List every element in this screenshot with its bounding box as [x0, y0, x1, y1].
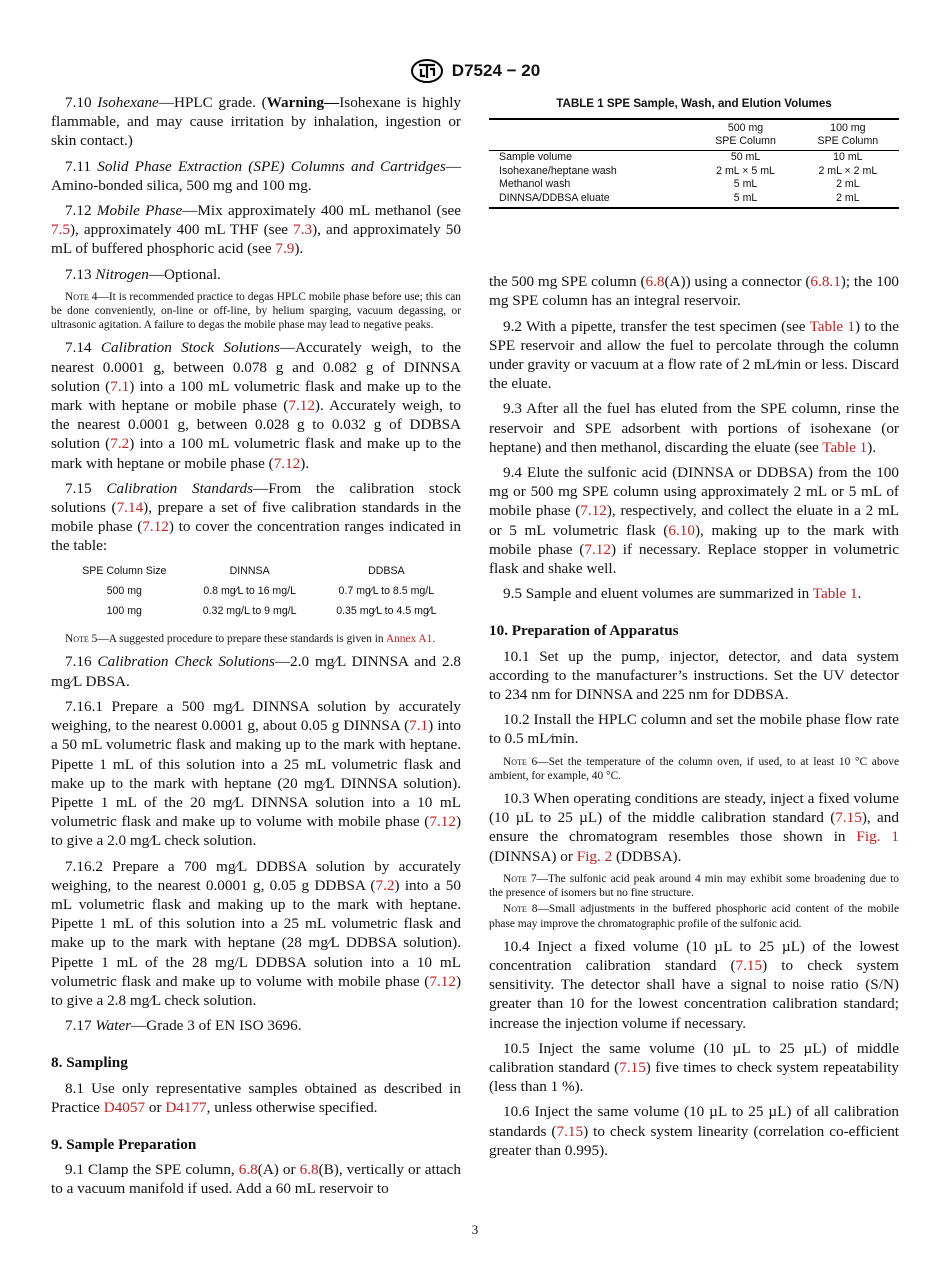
ref-link[interactable]: 7.12: [584, 540, 611, 558]
table-cell: 0.8 mg⁄L to 16 mg/L: [203, 584, 296, 597]
para-10-3: 10.3 When operating conditions are steady, inject a fixed volume (10 µL to 25 µL) of the middle calibration standard (7.15), and ensure the chromatogram resembles those shown in Fig. 1 (DINNSA) or Fig. 2 (DDBSA).: [489, 790, 899, 865]
table-row: [489, 151, 899, 165]
ref-link[interactable]: D4177: [165, 1098, 207, 1116]
ref-link[interactable]: 7.12: [273, 454, 301, 472]
table-row: [489, 192, 899, 209]
para-9-1: 9.1 Clamp the SPE column, 6.8(A) or 6.8(B), vertically or attach to a vacuum manifold if used. Add a 60 mL reservoir to: [51, 1161, 462, 1198]
spacer: [489, 209, 899, 272]
note-7: Note 7—The sulfonic acid peak around 4 min may exhibit some broadening due to the presence of isomers but no fine structure.: [489, 872, 899, 900]
right-column: [489, 93, 899, 1166]
para-9-5: 9.5 Sample and eluent volumes are summarized in Table 1.: [503, 585, 862, 603]
note-5: Note 5—A suggested procedure to prepare these standards is given in Annex A1.: [65, 633, 436, 646]
table-1: [489, 118, 899, 209]
ref-link[interactable]: 6.8: [299, 1161, 319, 1179]
table-cell: Methanol wash: [499, 178, 571, 191]
para-10-6: 10.6 Inject the same volume (10 µL to 25 µL) of all calibration standards (7.15) to check system linearity (correlation co-efficient greater than 0.995).: [489, 1103, 900, 1159]
para-7-14: 7.14 Calibration Stock Solutions—Accurately weigh, to the nearest 0.0001 g, between 0.078 g and 0.082 g of DINNSA solution (7.1) into a 100 mL volumetric flask and make up to the mark with heptane or mobile phase (7.12). Accurately weigh, to the nearest 0.0001 g, between 0.028 g to 0.032 g of DDBSA solution (7.2) into a 100 mL volumetric flask and make up to the mark with heptane or mobile phase (7.12).: [51, 339, 461, 472]
table-header: DDBSA: [368, 564, 405, 577]
table-row: [489, 178, 899, 192]
table-cell: 10 mL: [833, 151, 863, 164]
table-cell: 0.35 mg⁄L to 4.5 mg⁄L: [336, 605, 437, 618]
ref-link[interactable]: 7.2: [110, 435, 130, 453]
table-1-caption: TABLE 1 SPE Sample, Wash, and Elution Volumes: [556, 97, 832, 110]
ref-link[interactable]: Fig. 1: [856, 828, 899, 846]
ref-link[interactable]: 7.15: [835, 809, 862, 827]
para-10-1: 10.1 Set up the pump, injector, detector, and data system according to the manufacturer’s instructions. Set the UV detector to 234 nm for DINNSA and 225 nm for DDBSA.: [489, 647, 899, 704]
table-cell: DINNSA/DDBSA eluate: [489, 192, 694, 209]
ref-link[interactable]: 6.8: [238, 1161, 258, 1179]
table-header: DINNSA: [229, 564, 270, 577]
table-cell: 500 mg: [106, 584, 142, 597]
ref-link[interactable]: 7.2: [375, 876, 395, 894]
ref-link[interactable]: 7.15: [556, 1122, 584, 1140]
para-9-2: 9.2 With a pipette, transfer the test specimen (see Table 1) to the SPE reservoir and allow the fuel to percolate through the column under gravity or vacuum at a flow rate of 2 mL⁄min or less. Discard the eluate.: [489, 317, 899, 393]
page-header: [0, 58, 950, 84]
table-row: [65, 582, 457, 602]
table-row: [65, 602, 457, 622]
section-heading-10: 10. Preparation of Apparatus: [489, 622, 679, 640]
para-7-15: 7.15 Calibration Standards—From the calibration stock solutions (7.14), prepare a set of five calibration standards in the mobile phase (7.12) to cover the concentration ranges indicated in the table:: [51, 479, 461, 555]
ref-link[interactable]: 7.3: [293, 221, 313, 239]
section-heading-9: 9. Sample Preparation: [51, 1135, 197, 1153]
table-cell: 2 mL: [797, 192, 899, 209]
table-cell: 0.7 mg⁄L to 8.5 mg/L: [338, 584, 435, 597]
table-header: 100 mg SPE Column: [797, 119, 899, 151]
para-8-1: 8.1 Use only representative samples obtained as described in Practice D4057 or D4177, unless otherwise specified.: [51, 1079, 461, 1116]
astm-logo-icon: [410, 58, 444, 84]
note-8: Note 8—Small adjustments in the buffered phosphoric acid content of the mobile phase may improve the chromatographic profile of the sulfonic acid.: [489, 903, 899, 930]
table-header: SPE Column Size: [82, 564, 167, 577]
ref-link[interactable]: Table 1: [822, 438, 868, 456]
para-9-3: 9.3 After all the fuel has eluted from the SPE column, rinse the reservoir and SPE adsorbent with portions of isohexane (or heptane) and then methanol, discarding the eluate (see Table 1).: [489, 400, 899, 456]
ref-link[interactable]: 7.12: [580, 502, 607, 520]
para-10-5: 10.5 Inject the same volume (10 µL to 25 µL) of middle calibration standard (7.15) five times to check system repeatability (less than 1 %).: [489, 1039, 899, 1096]
para-7-10: 7.10 Isohexane—HPLC grade. (Warning—Isohexane is highly flammable, and may cause irritation by inhalation, ingestion or skin contact.): [51, 94, 462, 150]
para-7-13: 7.13 Nitrogen—Optional.: [65, 265, 221, 283]
note-4: Note 4—It is recommended practice to degas HPLC mobile phase before use; this can be done conveniently, on-line or off-line, by helium sparging, vacuum degassing, or ultrasonic agitation. A failure to degas the mobile phase may lead to negative peaks.: [51, 290, 462, 332]
table-cell: 50 mL: [730, 151, 761, 164]
table-cell: 100 mg: [106, 605, 142, 618]
table-header: [489, 119, 694, 151]
table-cell: Sample volume: [499, 151, 573, 164]
para-9-4: 9.4 Elute the sulfonic acid (DINNSA or DDBSA) from the 100 mg or 500 mg SPE column using approximately 2 mL or 5 mL of mobile phase (7.12), respectively, and collect the eluate in a 2 mL or 5 mL volumetric flask (6.10), making up to the mark with mobile phase (7.12) if necessary. Replace stopper in volumetric flask and shake well.: [489, 464, 899, 578]
para-7-16: 7.16 Calibration Check Solutions—2.0 mg⁄L DINNSA and 2.8 mg⁄L DBSA.: [51, 653, 462, 690]
table-cell: 2 mL × 2 mL: [818, 164, 878, 177]
table-cell: 2 mL: [836, 178, 860, 191]
table-cell: 0.32 mg/L to 9 mg/L: [202, 605, 297, 618]
calibration-table: [65, 562, 457, 623]
para-10-2: 10.2 Install the HPLC column and set the mobile phase flow rate to 0.5 mL⁄min.: [489, 711, 899, 748]
ref-link[interactable]: 7.5: [51, 221, 70, 239]
left-column: [51, 93, 461, 1205]
ref-link[interactable]: D4057: [103, 1098, 146, 1116]
ref-link[interactable]: 7.15: [619, 1058, 646, 1076]
para-7-16-1: 7.16.1 Prepare a 500 mg⁄L DINNSA solution by accurately weighing, to the nearest 0.0001 g, about 0.05 g DINNSA (7.1) into a 50 mL volumetric flask and making up to the mark with heptane. Pipette 1 mL of this solution into a 25 mL volumetric flask and make up to the mark with heptane (20 mg⁄L DINNSA solution). Pipette 1 mL of the 20 mg⁄L DINNSA solution into a 10 mL volumetric flask and make up to volume with mobile phase (7.12) to give a 2.0 mg⁄L check solution.: [51, 697, 462, 850]
ref-link[interactable]: 6.10: [668, 521, 695, 539]
para-7-16-2: 7.16.2 Prepare a 700 mg⁄L DDBSA solution by accurately weighing, to the nearest 0.0001 g, 0.05 g DDBSA (7.2) into a 50 mL volumetric flask and making up to the mark with heptane. Pipette 1 mL of this solution into a 25 mL volumetric flask and make up to the mark with heptane (28 mg⁄L DDBSA solution). Pipette 1 mL of the 28 mg/L DDBSA solution into a 10 mL volumetric flask and make up to volume with mobile phase (7.12) to give a 2.8 mg⁄L check solution.: [51, 857, 461, 1009]
ref-link[interactable]: Table 1: [809, 317, 855, 335]
para-7-12: 7.12 Mobile Phase—Mix approximately 400 mL methanol (see 7.5), approximately 400 mL THF (see 7.3), and approximately 50 mL of buffered phosphoric acid (see 7.9).: [51, 202, 462, 258]
para-7-11: 7.11 Solid Phase Extraction (SPE) Columns and Cartridges—Amino-bonded silica, 500 mg and 100 mg.: [51, 157, 462, 194]
ref-link[interactable]: Table 1: [812, 585, 858, 603]
table-cell: 5 mL: [694, 192, 796, 209]
table-row: [489, 165, 899, 179]
ref-link[interactable]: 7.9: [275, 240, 295, 258]
ref-link[interactable]: 6.8.1: [810, 273, 841, 291]
table-header: 500 mg SPE Column: [694, 119, 796, 151]
ref-link[interactable]: 6.8: [645, 273, 665, 291]
para-7-17: 7.17 Water—Grade 3 of EN ISO 3696.: [65, 1017, 302, 1035]
para-9-1-cont: the 500 mg SPE column (6.8(A)) using a connector (6.8.1); the 100 mg SPE column has an integral reservoir.: [489, 273, 900, 310]
ref-link[interactable]: 7.12: [288, 397, 315, 415]
table-cell: 2 mL × 5 mL: [716, 164, 775, 177]
table-cell: Isohexane/heptane wash: [499, 164, 617, 177]
table-header-row: [489, 119, 899, 151]
page-number: 3: [471, 1222, 479, 1237]
ref-link[interactable]: 7.12: [429, 813, 456, 831]
ref-link[interactable]: 7.14: [116, 499, 144, 517]
ref-link[interactable]: 7.12: [142, 518, 169, 536]
table-header-row: [65, 562, 457, 582]
note-6: Note 6—Set the temperature of the column oven, if used, to at least 10 °C above ambient, for example, 40 °C.: [489, 755, 899, 782]
ref-link[interactable]: 7.1: [110, 377, 130, 395]
section-heading-8: 8. Sampling: [51, 1054, 128, 1072]
ref-link[interactable]: Annex A1: [385, 633, 433, 646]
ref-link[interactable]: Fig. 2: [576, 847, 613, 865]
document-id: D7524 − 20: [451, 61, 541, 80]
ref-link[interactable]: 7.15: [735, 956, 763, 974]
para-10-4: 10.4 Inject a fixed volume (10 µL to 25 µL) of the lowest concentration calibration standard (7.15) to check system sensitivity. The detector shall have a signal to noise ratio (S/N) greater than 10 for the lowest concentration calibration standard; increase the injection volume if necessary.: [489, 937, 899, 1032]
ref-link[interactable]: 7.12: [429, 972, 456, 990]
table-cell: 5 mL: [733, 178, 758, 191]
ref-link[interactable]: 7.1: [409, 717, 429, 735]
